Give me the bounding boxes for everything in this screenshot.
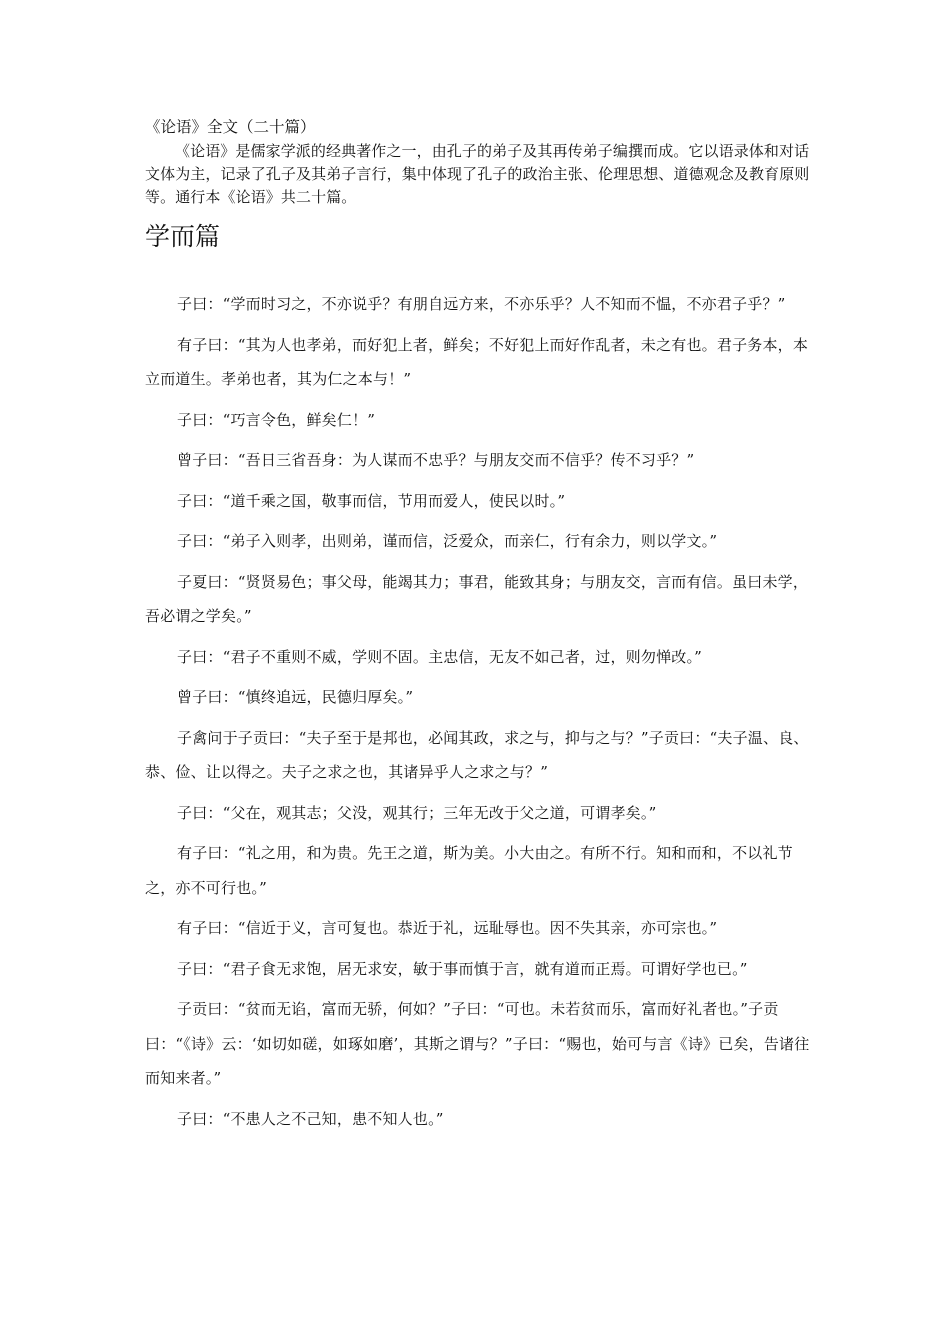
passage-5: 子曰：“道千乘之国，敬事而信，节用而爱人，使民以时。” [177,491,566,510]
passage-list [145,287,810,1142]
passage-2: 有子曰：“其为人也孝弟，而好犯上者，鲜矣；不好犯上而好作乱者，未之有也。君子务本，本立而道生。孝弟也者，其为仁之本与！” [145,335,809,388]
passage-6: 子曰：“弟子入则孝，出则弟，谨而信，泛爱众，而亲仁，行有余力，则以学文。” [177,532,718,550]
passage-14: 子曰：“君子食无求饱，居无求安，敏于事而慎于言，就有道而正焉。可谓好学也已。” [177,959,748,978]
passage-8: 子曰：“君子不重则不威，学则不固。主忠信，无友不如己者，过，则勿惮改。” [177,647,703,666]
passage-4: 曾子曰：“吾日三省吾身：为人谋而不忠乎？与朋友交而不信乎？传不习乎？” [177,451,695,469]
passage-7: 子夏曰：“贤贤易色；事父母，能竭其力；事君，能致其身；与朋友交，言而有信。虽曰未学，吾必谓之学矣。” [145,572,809,625]
passage-13: 有子曰：“信近于义，言可复也。恭近于礼，远耻辱也。因不失其亲，亦可宗也。” [177,919,718,937]
passage-12: 有子曰：“礼之用，和为贵。先王之道，斯为美。小大由之。有所不行。知和而和，不以礼节之，亦不可行也。” [145,844,793,897]
passage-15: 子贡曰：“贫而无谄，富而无骄，何如？”子曰：“可也。未若贫而乐，富而好礼者也。”子贡曰：“《诗》云：‘如切如磋，如琢如磨’，其斯之谓与？”子曰：“赐也，始可与言《诗》已矣，告诸往而知来者。” [145,1000,810,1087]
passage-9: 曾子曰：“慎终追远，民德归厚矣。” [177,688,414,706]
passage-11: 子曰：“父在，观其志；父没，观其行；三年无改于父之道，可谓孝矣。” [177,803,657,822]
passage-1: 子曰：“学而时习之，不亦说乎？有朋自远方来，不亦乐乎？人不知而不愠，不亦君子乎？” [177,295,786,313]
document-title: 《论语》全文（二十篇） [145,118,316,136]
passage-3: 子曰：“巧言令色，鲜矣仁！” [177,410,376,429]
passage-10: 子禽问于子贡曰：“夫子至于是邦也，必闻其政，求之与，抑与之与？”子贡曰：“夫子温、良、恭、俭、让以得之。夫子之求之也，其诸异乎人之求之与？” [145,728,809,781]
intro-paragraph: 《论语》是儒家学派的经典著作之一，由孔子的弟子及其再传弟子编撰而成。它以语录体和对话文体为主，记录了孔子及其弟子言行，集中体现了孔子的政治主张、伦理思想、道德观念及教育原则等。通行本《论语》共二十篇。 [145,142,810,206]
passage-16: 子曰：“不患人之不己知，患不知人也。” [177,1109,444,1128]
section-heading: 学而篇 [145,222,221,251]
